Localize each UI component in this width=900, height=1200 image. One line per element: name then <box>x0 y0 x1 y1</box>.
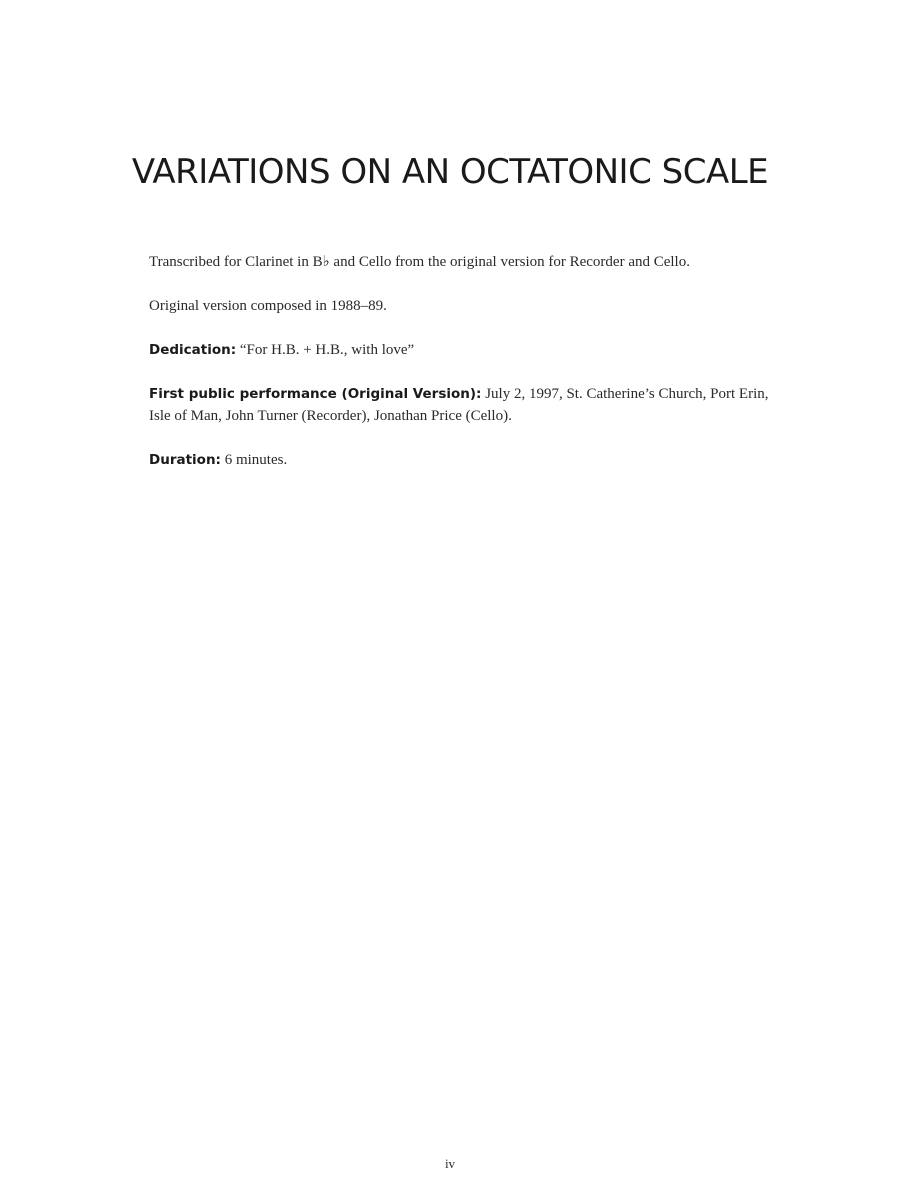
piece-notes <box>149 251 769 493</box>
duration-text: 6 minutes. <box>224 452 288 468</box>
performance-label: First public performance (Original Version): <box>149 386 482 402</box>
duration-note <box>149 449 769 471</box>
page-title: VARIATIONS ON AN OCTATONIC SCALE <box>131 152 769 192</box>
duration-label: Duration: <box>149 452 221 468</box>
composition-date-note <box>149 295 769 317</box>
dedication-note <box>149 339 769 361</box>
transcription-text: Transcribed for Clarinet in B♭ and Cello from the original version for Recorder and Cello. <box>149 254 690 270</box>
dedication-text: “For H.B. + H.B., with love” <box>239 342 415 358</box>
composition-date-text: Original version composed in 1988–89. <box>149 298 387 314</box>
performance-note <box>149 383 769 427</box>
performance-text: July 2, 1997, St. Catherine’s Church, Port Erin, Isle of Man, John Turner (Recorder), Jonathan Price (Cello). <box>149 386 769 424</box>
transcription-note <box>149 251 769 273</box>
dedication-label: Dedication: <box>149 342 237 358</box>
page-number: iv <box>444 1156 456 1171</box>
